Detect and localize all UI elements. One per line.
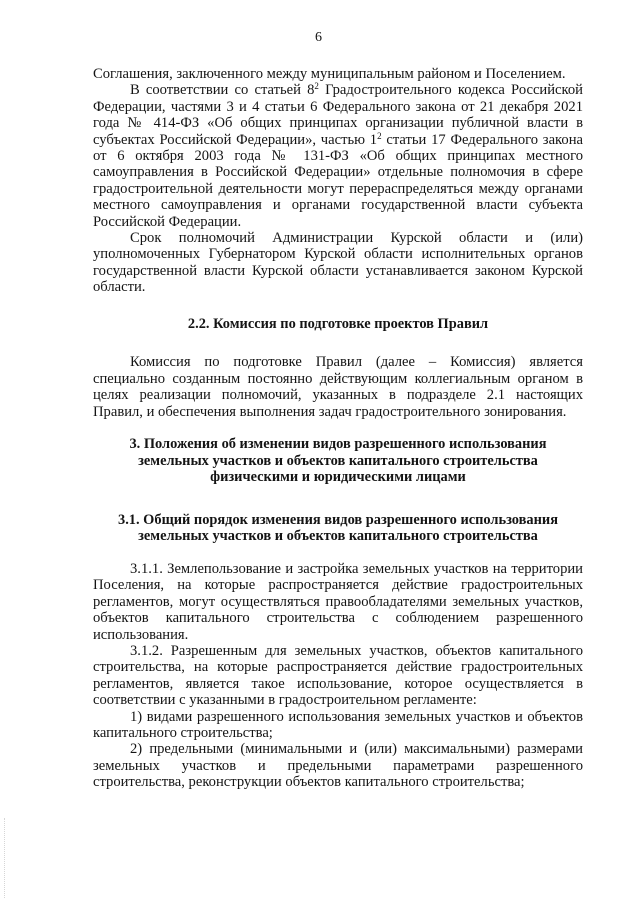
list-item-1: 1) видами разрешенного использования земельных участков и объектов капитального строительства; [93,708,583,741]
heading-3-1 [93,512,583,545]
paragraph-commission: Комиссия по подготовке Правил (далее – Комиссия) является специально созданным постоянно действующим коллегиальным органом в целях реализации полномочий, указанных в подразделе 2.1 настоящих Правил, и обеспечения выполнения задач градостроительного зонирования. [93,354,583,420]
heading-3-1-line-2: земельных участков и объектов капитального строительства [138,528,538,545]
heading-3-line-1: 3. Положения об изменении видов разрешенного использования [129,435,547,452]
scan-margin-mark [4,818,7,898]
heading-3-line-3: физическими и юридическими лицами [210,469,466,486]
paragraph-legal-basis [93,82,583,230]
heading-3 [93,436,583,486]
legal-basis-part-1: В соответствии со статьей 8 [130,82,315,99]
superscript-part: 2 [377,130,382,141]
heading-2-2: 2.2. Комиссия по подготовке проектов Правил [187,315,489,332]
legal-basis-part-2: Градостроительного кодекса Российской Федерации, частями 3 и 4 статьи 6 Федерального закона от 21 декабря 2021 года № 414-ФЗ «Об общих принципах организации публичной власти в субъектах Российской Федерации», частью 1 [93,82,583,148]
paragraph-agreement: Соглашения, заключенного между муниципальным районом и Поселением. [93,66,566,82]
paragraph-3-1-2: 3.1.2. Разрешенным для земельных участков, объектов капитального строительства, на которые распространяется действие градостроительных регламентов, является такое использование, которое осуществляется в соответствии с указанными в градостроительном регламенте: [93,642,583,709]
heading-3-line-2: земельных участков и объектов капитального строительства [138,452,538,469]
legal-basis-part-3: статьи 17 Федерального закона от 6 октября 2003 года № 131-ФЗ «Об общих принципах местного самоуправления в Российской Федерации» отдельные полномочия в сфере градостроительной деятельности могут перераспределяться между органами местного самоуправления и органами государственной власти субъекта Российской Федерации. [93,131,583,230]
superscript-article: 2 [314,81,319,92]
heading-3-1-line-1: 3.1. Общий порядок изменения видов разрешенного использования [118,511,558,528]
document-body [93,66,583,791]
list-item-2: 2) предельными (минимальными и (или) максимальными) размерами земельных участков и предельными параметрами разрешенного строительства, реконструкции объектов капитального строительства; [93,741,583,791]
page-number: 6 [315,30,322,45]
paragraph-3-1-1: 3.1.1. Землепользование и застройка земельных участков на территории Поселения, на которые распространяется действие градостроительных регламентов, могут осуществляться правообладателями земельных участков, объектов капитального строительства с соблюдением разрешенного использования. [93,560,583,643]
paragraph-term-of-powers: Срок полномочий Администрации Курской области и (или) уполномоченных Губернатором Курской области исполнительных органов государственной власти Курской области устанавливается законом Курской области. [93,230,583,296]
